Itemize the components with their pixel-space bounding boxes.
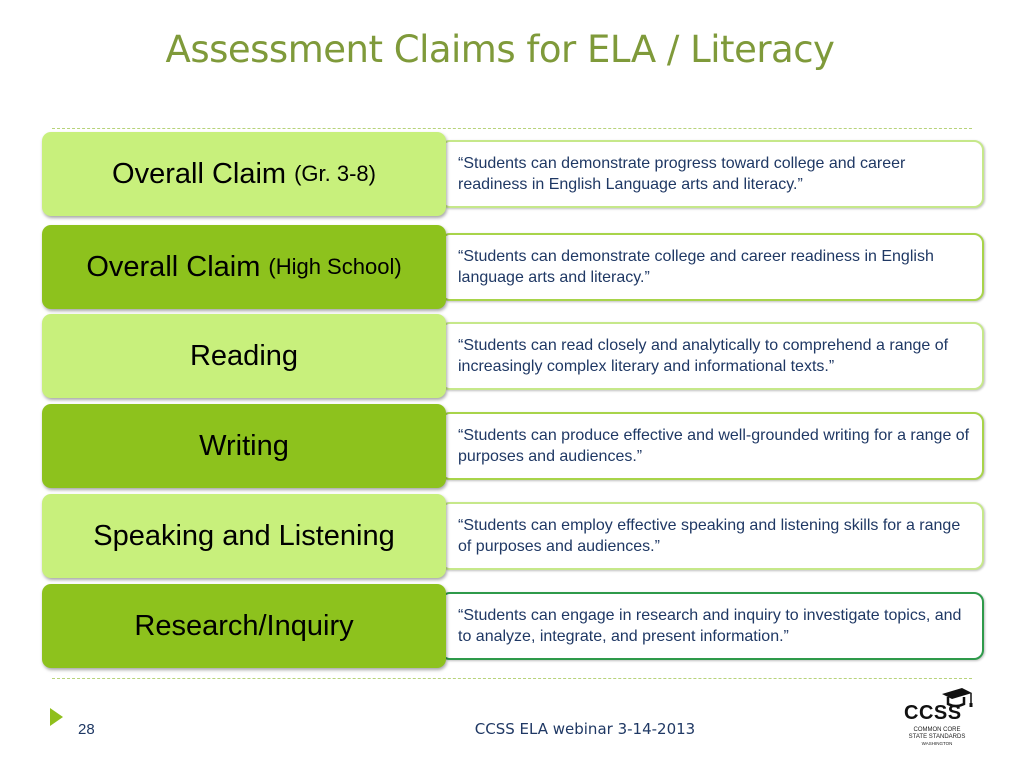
logo-text: CCSS (904, 702, 962, 724)
claim-label: Overall Claim (112, 157, 287, 190)
claim-description-box (440, 592, 984, 660)
claim-sublabel: (High School) (268, 254, 402, 279)
claim-description: “Students can demonstrate college and career readiness in English language arts and literacy.” (458, 247, 934, 286)
logo-line-3: WASHINGTON (921, 741, 953, 746)
claim-label-box (42, 584, 446, 668)
slide-title: Assessment Claims for ELA / Literacy (165, 28, 835, 71)
claim-label: Speaking and Listening (93, 519, 395, 552)
footer-text: CCSS ELA webinar 3-14-2013 (474, 720, 696, 738)
logo-line-2: STATE STANDARDS (908, 734, 966, 740)
claim-row (42, 132, 988, 216)
claim-description-box (440, 322, 984, 390)
claim-label: Overall Claim (86, 250, 261, 283)
bottom-divider (52, 678, 972, 679)
claim-description: “Students can employ effective speaking and listening skills for a range of purposes and audiences.” (458, 516, 961, 555)
claim-description-box (440, 233, 984, 301)
claim-description-box (440, 140, 984, 208)
claim-label: Reading (189, 339, 299, 372)
claim-label-box (42, 132, 446, 216)
page-number: 28 (78, 721, 95, 738)
claim-sublabel: (Gr. 3-8) (294, 161, 376, 186)
claim-description-box (440, 502, 984, 570)
claim-label: Research/Inquiry (134, 609, 354, 642)
claim-label-box (42, 314, 446, 398)
claim-description-box (440, 412, 984, 480)
claim-label-box (42, 494, 446, 578)
claim-description: “Students can produce effective and well-grounded writing for a range of purposes and audiences.” (458, 426, 970, 465)
claim-row (42, 404, 988, 488)
claim-row (42, 225, 988, 309)
logo-line-1: COMMON CORE (913, 727, 961, 733)
claim-label-box (42, 225, 446, 309)
claim-label-box (42, 404, 446, 488)
ccss-logo (900, 688, 974, 750)
claim-description: “Students can read closely and analytically to comprehend a range of increasingly complex literary and informational texts.” (458, 336, 949, 375)
claim-description: “Students can engage in research and inquiry to investigate topics, and to analyze, integrate, and present information.” (458, 606, 962, 645)
claim-row (42, 314, 988, 398)
claim-description: “Students can demonstrate progress toward college and career readiness in English Language arts and literacy.” (458, 154, 906, 193)
claim-row (42, 584, 988, 668)
claim-label: Writing (199, 429, 289, 462)
play-icon (50, 708, 63, 726)
claim-row (42, 494, 988, 578)
